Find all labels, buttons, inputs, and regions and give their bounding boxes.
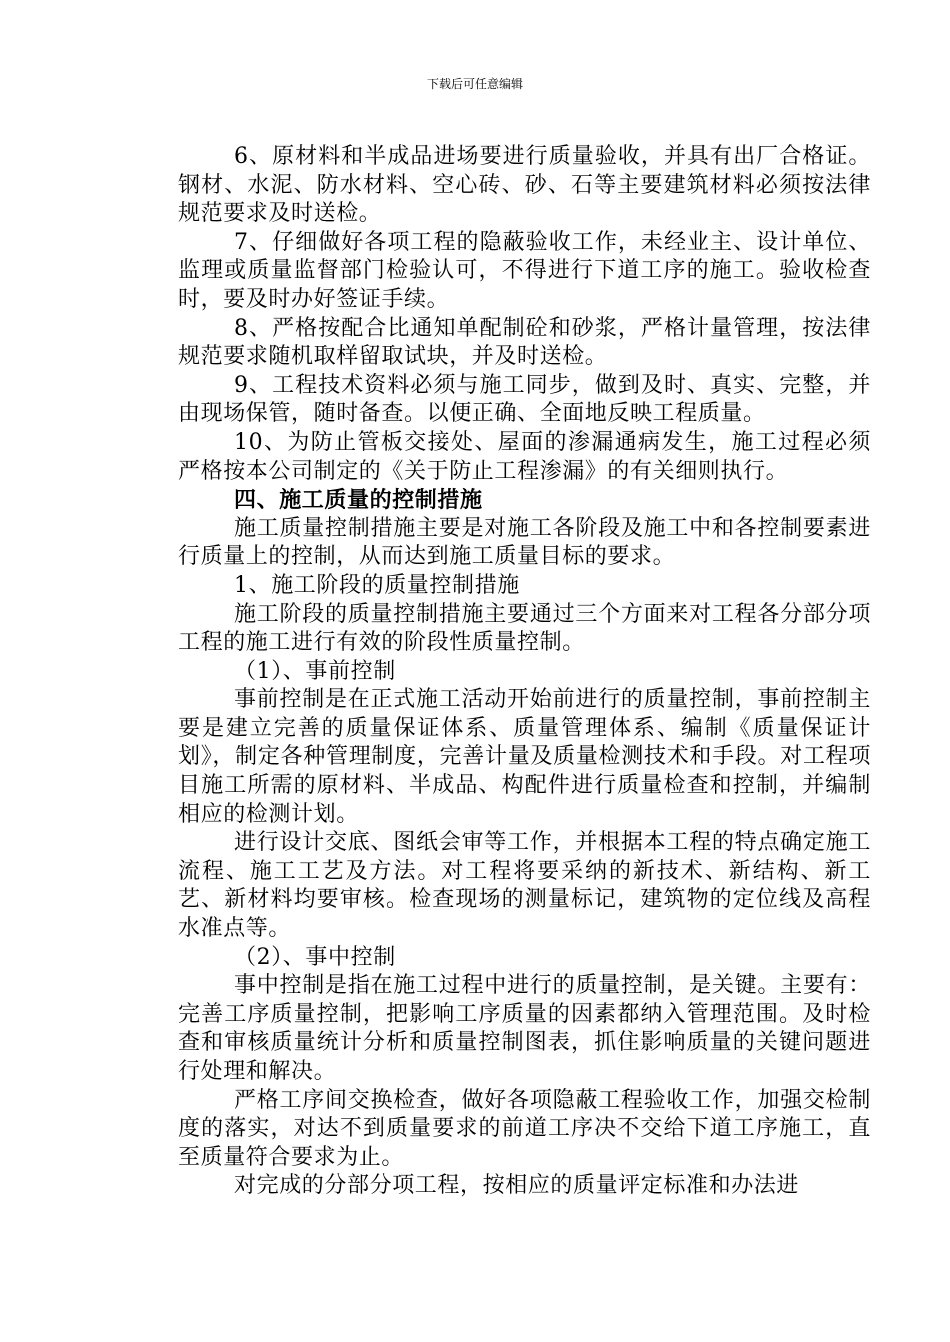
page-header: 下载后可任意编辑 — [426, 77, 523, 91]
subsection-title: 1、施工阶段的质量控制措施 — [234, 572, 520, 598]
inspection-paragraph: 严格工序间交换检查，做好各项隐蔽工程验收工作，加强交检制度的落实，对达不到质量要求的前道工序决不交给下道工序施工，直至质量符合要求为止。 — [178, 1087, 871, 1170]
sub-subsection-title-2: （2）、事中控制 — [234, 944, 396, 970]
pre-control-paragraph: 事前控制是在正式施工活动开始前进行的质量控制，事前控制主要是建立完善的质量保证体系、质量管理体系、编制《质量保证计划》，制定各种管理制度，完善计量及质量检测技术和手段。对工程项目施工所需的原材料、半成品、构配件进行质量检查和控制，并编制相应的检测计划。 — [178, 687, 871, 827]
design-briefing-paragraph: 进行设计交底、图纸会审等工作，并根据本工程的特点确定施工流程、施工工艺及方法。对工程将要采纳的新技术、新结构、新工艺、新材料均要审核。检查现场的测量标记，建筑物的定位线及高程水准点等。 — [178, 830, 871, 942]
section-intro-paragraph: 施工质量控制措施主要是对施工各阶段及施工中和各控制要素进行质量上的控制，从而达到施工质量目标的要求。 — [178, 515, 871, 570]
in-process-control-paragraph: 事中控制是指在施工过程中进行的质量控制，是关键。主要有：完善工序质量控制，把影响工序质量的因素都纳入管理范围。及时检查和审核质量统计分析和质量控制图表，抓住影响质量的关键问题进行处理和解决。 — [178, 973, 871, 1084]
paragraph-item-6: 6、原材料和半成品进场要进行质量验收，并具有出厂合格证。钢材、水泥、防水材料、空心砖、砂、石等主要建筑材料必须按法律规范要求及时送检。 — [178, 144, 871, 227]
paragraph-item-7: 7、仔细做好各项工程的隐蔽验收工作，未经业主、设计单位、监理或质量监督部门检验认可，不得进行下道工序的施工。验收检查时，要及时办好签证手续。 — [178, 229, 871, 312]
paragraph-item-10: 10、为防止管板交接处、屋面的渗漏通病发生，施工过程必须严格按本公司制定的《关于防止工程渗漏》的有关细则执行。 — [178, 429, 871, 484]
document-body — [178, 143, 871, 1201]
subsection-intro-paragraph: 施工阶段的质量控制措施主要通过三个方面来对工程各分部分项工程的施工进行有效的阶段性质量控制。 — [178, 601, 871, 656]
paragraph-item-9: 9、工程技术资料必须与施工同步，做到及时、真实、完整，并由现场保管，随时备查。以便正确、全面地反映工程质量。 — [178, 372, 871, 427]
section-heading: 四、施工质量的控制措施 — [234, 487, 483, 514]
paragraph-item-8: 8、严格按配合比通知单配制砼和砂浆，严格计量管理，按法律规范要求随机取样留取试块，并及时送检。 — [178, 315, 871, 370]
completion-paragraph: 对完成的分部分项工程，按相应的质量评定标准和办法进 — [234, 1173, 800, 1199]
sub-subsection-title-1: （1）、事前控制 — [234, 658, 396, 684]
